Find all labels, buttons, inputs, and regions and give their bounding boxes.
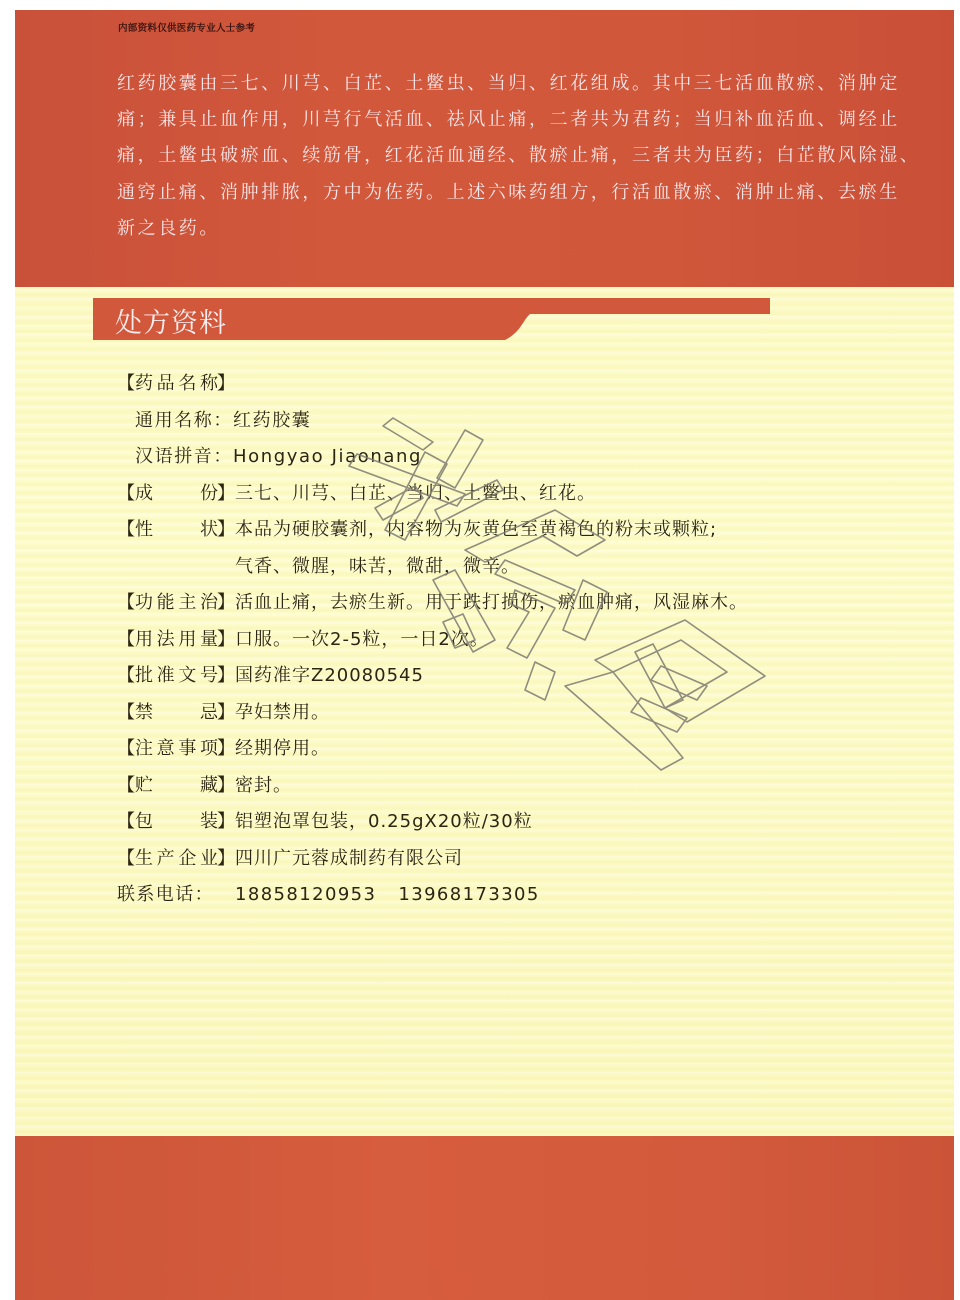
spec-row-dosage: 【 用 法 用 量 】 口服。一次2-5粒，一日2次。: [117, 622, 937, 659]
spec-value: 国药准字Z20080545: [235, 665, 424, 686]
spec-value: 本品为硬胶囊剂，内容物为灰黄色至黄褐色的粉末或颗粒;: [235, 519, 718, 540]
intro-paragraph: [117, 66, 921, 247]
intro-line: 新之良药。: [117, 217, 220, 239]
spec-value: 气香、微腥，味苦，微甜，微辛。: [235, 555, 520, 577]
top-orange-band: [15, 10, 954, 287]
spec-row-storage: 【 贮 藏 】 密封。: [117, 768, 937, 805]
intro-line: 红药胶囊由三七、川芎、白芷、土鳖虫、当归、红花组成。其中三七活血散瘀、消肿定: [117, 73, 900, 94]
section-header: [93, 298, 773, 342]
phone-number: 18858120953: [235, 884, 377, 905]
spec-value: 孕妇禁用。: [235, 701, 330, 723]
spec-row-approval-number: 【 批 准 文 号 】 国药准字Z20080545: [117, 658, 937, 695]
bottom-orange-band: [15, 1136, 954, 1300]
spec-row-packaging: 【 包 装 】 铝塑泡罩包装，0.25gX20粒/30粒: [117, 804, 937, 841]
spec-value: 红药胶囊: [233, 409, 312, 431]
spec-row-ingredients: 【 成 份 】 三七、川芎、白芷、当归、土鳖虫、红花。: [117, 476, 937, 513]
spec-row-contraindications: 【 禁 忌 】 孕妇禁用。: [117, 695, 937, 732]
intro-line: 通窍止痛、消肿排脓，方中为佐药。上述六味药组方，行活血散瘀、消肿止痛、去瘀生: [117, 181, 900, 203]
document-page: [15, 10, 954, 1300]
spec-label: 通用名称：: [135, 409, 233, 431]
spec-value: 经期停用。: [235, 738, 330, 759]
spec-value: 口服。一次2-5粒，一日2次。: [235, 628, 489, 650]
spec-row-pinyin: [117, 439, 937, 476]
disclaimer-text: 内部资料仅供医药专业人士参考: [118, 23, 256, 34]
intro-line: 痛；兼具止血作用，川芎行气活血、祛风止痛，二者共为君药；当归补血活血、调经止: [117, 109, 900, 131]
spec-row-description: 【 性 状 】 本品为硬胶囊剂，内容物为灰黄色至黄褐色的粉末或颗粒;: [117, 512, 937, 549]
phone-number: 13968173305: [398, 884, 540, 905]
spec-row-manufacturer: 【 生 产 企 业 】 四川广元蓉成制药有限公司: [117, 841, 937, 878]
spec-label: 汉语拼音：: [135, 446, 233, 467]
spec-value: 活血止痛，去瘀生新。用于跌打损伤，瘀血肿痛，风湿麻木。: [235, 592, 748, 613]
intro-line: 痛，土鳖虫破瘀血、续筋骨，红花活血通经、散瘀止痛，三者共为臣药；白芷散风除湿、: [117, 145, 921, 167]
spec-row-description-continued: [117, 549, 937, 586]
spec-row-precautions: 【 注 意 事 项 】 经期停用。: [117, 731, 937, 768]
spec-row-contact-phone: [117, 877, 937, 914]
spec-value: Hongyao Jiaonang: [233, 446, 423, 467]
spec-value: 三七、川芎、白芷、当归、土鳖虫、红花。: [235, 482, 596, 504]
spec-row-indications: 【 功 能 主 治 】 活血止痛，去瘀生新。用于跌打损伤，瘀血肿痛，风湿麻木。: [117, 585, 937, 622]
spec-value: 四川广元蓉成制药有限公司: [235, 847, 463, 869]
section-title: 处方资料: [115, 308, 227, 339]
spec-value: 铝塑泡罩包装，0.25gX20粒/30粒: [235, 811, 533, 832]
prescription-spec-list: [117, 366, 937, 914]
spec-row-drug-name-header: 【 药 品 名 称 】: [117, 373, 236, 394]
spec-value: 密封。: [235, 774, 292, 796]
contact-phones: [235, 877, 562, 914]
spec-row-generic-name: [117, 403, 937, 440]
contact-label: 联系电话：: [117, 884, 214, 905]
